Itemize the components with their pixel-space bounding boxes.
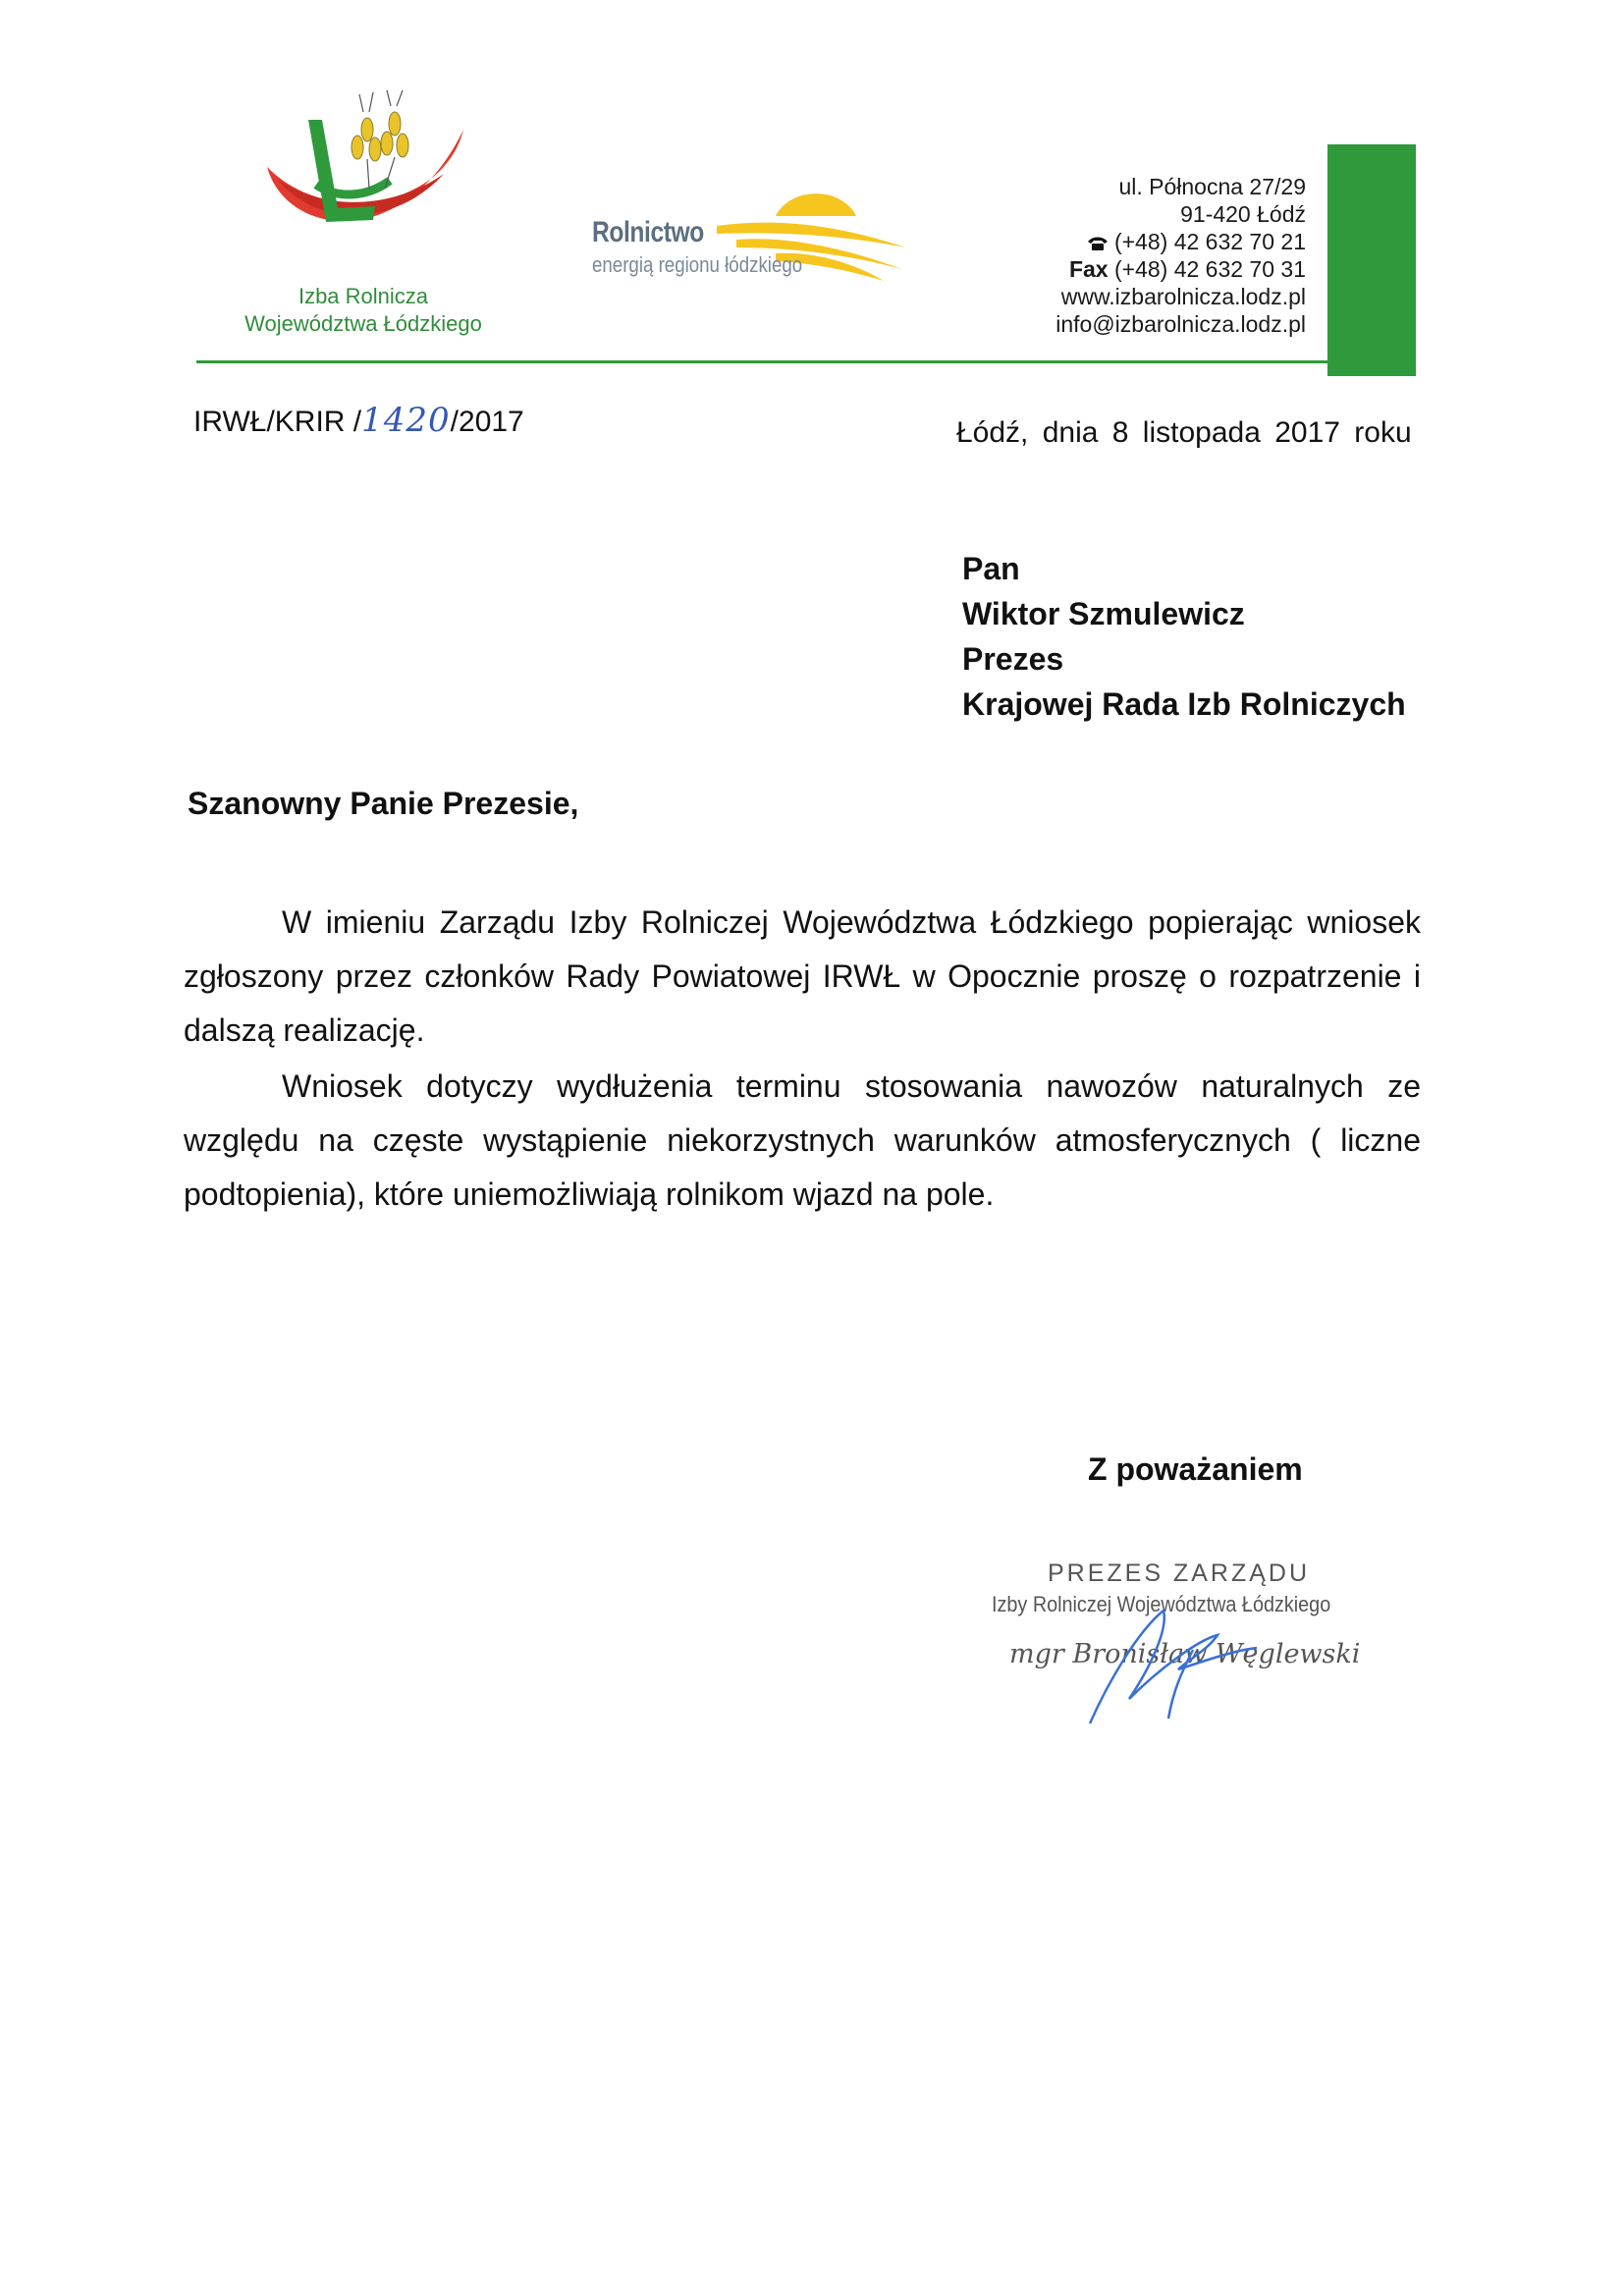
header-green-bar <box>1327 144 1416 376</box>
organization-name-line2: Województwa Łódzkiego <box>244 311 482 336</box>
reference-number <box>193 401 524 440</box>
email: info@izbarolnicza.lodz.pl <box>1056 311 1306 337</box>
recipient-line2: Wiktor Szmulewicz <box>962 596 1245 631</box>
recipient-block <box>962 546 1406 727</box>
campaign-subtitle: energią regionu łódzkiego <box>592 252 803 277</box>
body-paragraph-2: Wniosek dotyczy wydłużenia terminu stosowania nawozów naturalnych ze względu na częste wystąpienie niekorzystnych warunków atmosferycznych ( liczne podtopienia), które uniemożliwiają rolnikom wjazd na pole. <box>184 1068 1421 1212</box>
handwritten-signature-icon <box>1070 1591 1276 1728</box>
letter-body <box>184 896 1421 1222</box>
recipient-line4: Krajowej Rada Izb Rolniczych <box>962 686 1406 722</box>
izba-rolnicza-logo-icon <box>257 90 473 247</box>
organization-name-line1: Izba Rolnicza <box>298 284 429 308</box>
contact-block <box>982 173 1306 338</box>
stamp-title: PREZES ZARZĄDU <box>1048 1559 1311 1587</box>
phone-line <box>982 228 1306 255</box>
organization-name <box>196 283 530 338</box>
header-divider <box>196 360 1327 363</box>
reference-suffix: /2017 <box>450 406 524 438</box>
reference-prefix: IRWŁ/KRIR / <box>193 406 362 438</box>
reference-handwritten-number: 1420 <box>361 401 451 440</box>
address-city: 91-420 Łódź <box>1180 201 1306 227</box>
phone-number: (+48) 42 632 70 21 <box>1113 229 1306 254</box>
website: www.izbarolnicza.lodz.pl <box>1060 284 1306 309</box>
stamp-organization: Izby Rolniczej Województwa Łódzkiego <box>992 1592 1331 1616</box>
fax-line <box>982 255 1306 283</box>
body-paragraph-1: W imieniu Zarządu Izby Rolniczej Województwa Łódzkiego popierając wniosek zgłoszony przez członków Rady Powiatowej IRWŁ w Opocznie proszę o rozpatrzenie i dalszą realizację. <box>184 904 1421 1048</box>
campaign-title: Rolnictwo <box>592 216 704 248</box>
address-street: ul. Północna 27/29 <box>1118 174 1306 199</box>
stamp-signatory-name: mgr Bronisław Węglewski <box>1009 1639 1361 1669</box>
fax-number: (+48) 42 632 70 31 <box>1113 256 1306 282</box>
date-line: Łódź, dnia 8 listopada 2017 roku <box>956 416 1412 449</box>
fax-label: Fax <box>1068 256 1109 282</box>
recipient-line3: Prezes <box>962 641 1064 677</box>
recipient-line1: Pan <box>962 551 1020 586</box>
telephone-icon <box>1087 237 1109 250</box>
salutation: Szanowny Panie Prezesie, <box>188 786 579 821</box>
closing: Z poważaniem <box>1088 1451 1303 1487</box>
